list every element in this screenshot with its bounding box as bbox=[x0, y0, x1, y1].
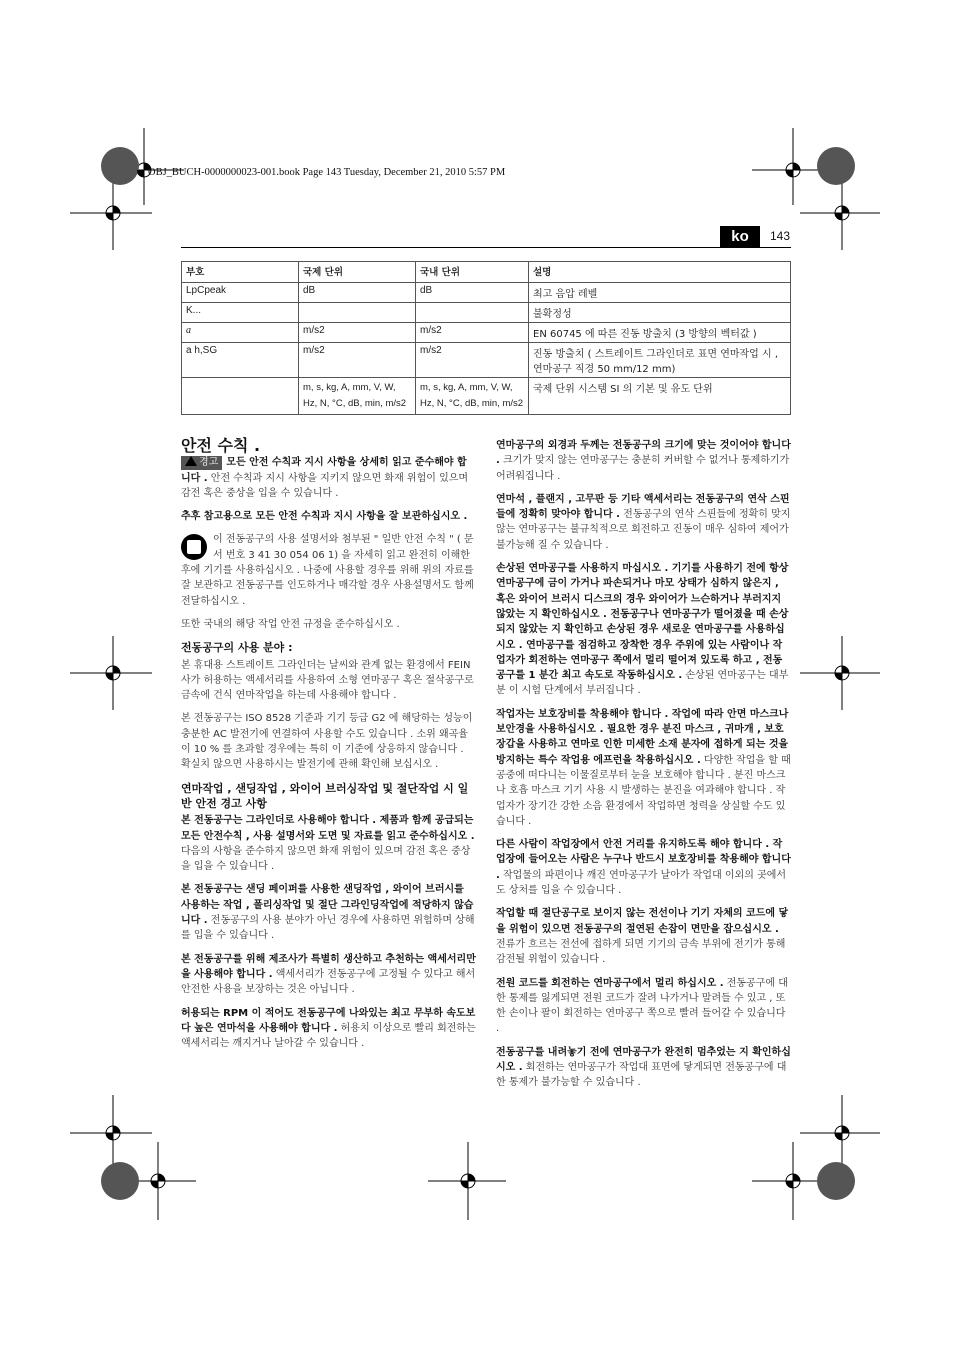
table-cell: 불확정성 bbox=[529, 303, 791, 323]
paragraph bbox=[181, 1006, 476, 1052]
paragraph-bold: 작업할 때 절단공구로 보이지 않는 전선이나 기기 자체의 코드에 닿을 위험이 있으면 전동공구의 절연된 손잡이 면만을 잡으십시오 . bbox=[496, 908, 789, 935]
warning-paragraph bbox=[181, 455, 476, 501]
paragraph-text: 전동공구의 연삭 스핀들에 정확히 맞지 않는 연마공구는 불규칙적으로 회전하고 진동이 매우 심하여 제어가 불가능해 질 수 있습니다 . bbox=[496, 509, 791, 551]
table-row bbox=[182, 303, 791, 323]
table-cell: EN 60745 에 따른 진동 방출치 (3 방향의 벡터값 ) bbox=[529, 323, 791, 343]
table-cell: m/s2 bbox=[416, 343, 529, 378]
paragraph-bold: 전원 코드를 회전하는 연마공구에서 멀리 하십시오 . bbox=[496, 977, 724, 989]
warning-label: 경고 bbox=[199, 457, 219, 469]
paragraph-text: 다음의 사항을 준수하지 않으면 화재 위험이 있으며 감전 혹은 중상을 입을 수 있습니다 . bbox=[181, 845, 471, 873]
units-table bbox=[181, 261, 791, 415]
table-header-cell: 부호 bbox=[182, 262, 299, 283]
table-cell: m/s2 bbox=[299, 343, 416, 378]
warning-badge bbox=[181, 456, 222, 470]
paragraph: 또한 국내의 해당 작업 안전 규정을 준수하십시오 . bbox=[181, 618, 400, 630]
paragraph-bold: 작업자는 보호장비를 착용해야 합니다 . 작업에 따라 안면 마스크나 보안경을 사용하십시오 . 필요한 경우 분진 마스크 , 귀마개 , 보호장갑을 사용하고 연마로 인한 미세한 소재 분자에 접하게 되는 것을 방지하는 특수 작업용 에프런을 착용하십시오 . bbox=[496, 708, 789, 766]
table-cell bbox=[182, 378, 299, 415]
paragraph-bold: 본 전동공구는 그라인더로 사용해야 합니다 . 제품과 함께 공급되는 모든 안전수칙 , 사용 설명서와 도면 및 자료를 읽고 준수하십시오 . bbox=[181, 815, 475, 842]
paragraph-bold: 손상된 연마공구를 사용하지 마십시오 . 기기를 사용하기 전에 항상 연마공구에 금이 가거나 파손되거나 마모 상태가 심하지 않은지 , 혹은 와이어 브러시 디스크의 경우 와이어가 느슨하거나 부러지지 않았는 지 확인하십시오 . 전동공구나 연마공구가 떨어졌을 때 손상되지 않았는 지 확인하고 손상된 경우 새로운 연마공구를 사용하십시오 . 연마공구를 점검하고 장착한 경우 주위에 있는 사람이나 작업자가 회전하는 연마공구 쪽에서 멀리 떨어져 있도록 하고 , 전동공구를 1 분간 최고 속도로 작동하십시오 . bbox=[496, 563, 789, 682]
paragraph-bold: 본 전동공구는 샌딩 페이퍼를 사용한 샌딩작업 , 와이어 브러시를 사용하는 작업 , 폴리싱작업 및 절단 그라인딩작업에 적당하지 않습니다 . bbox=[181, 884, 474, 927]
read-manual-icon bbox=[181, 534, 207, 560]
table-row bbox=[182, 343, 791, 378]
table-cell: 진동 방출치 ( 스트레이트 그라인더로 표면 연마작업 시 , 연마공구 직경 50 mm/12 mm) bbox=[529, 343, 791, 378]
paragraph-bold: 허용되는 RPM 이 적어도 전동공구에 나와있는 최고 무부하 속도보다 높은 연마석을 사용해야 합니다 . bbox=[181, 1007, 476, 1034]
paragraph-text: 크기가 맞지 않는 연마공구는 충분히 커버할 수 없거나 통제하기가 어려워집니다 . bbox=[496, 455, 790, 482]
paragraph-bold: 모든 안전 수칙과 지시 사항을 상세히 읽고 준수해야 합니다 . bbox=[181, 457, 467, 484]
header-rule bbox=[181, 247, 791, 248]
paragraph-text: 전동공구의 사용 분야가 아닌 경우에 사용하면 위험하며 상해를 입을 수 있습니다 . bbox=[181, 915, 475, 942]
paragraph-text: 손상된 연마공구는 대부분 이 시험 단계에서 부러집니다 . bbox=[496, 670, 789, 697]
language-badge: ko bbox=[720, 226, 760, 248]
warning-triangle-icon bbox=[185, 456, 197, 466]
paragraph-text: 액세서리가 전동공구에 고정될 수 있다고 해서 안전한 사용을 보장하는 것은 아닙니다 . bbox=[181, 968, 476, 996]
table-cell: dB bbox=[299, 283, 416, 303]
paragraph bbox=[496, 837, 791, 898]
subheading: 연마작업 , 샌딩작업 , 와이어 브러싱작업 및 절단작업 시 일반 안전 경고 사항 bbox=[181, 781, 469, 810]
paragraph bbox=[496, 561, 791, 699]
table-row bbox=[182, 378, 791, 415]
paragraph bbox=[181, 952, 476, 998]
table-header-cell: 국내 단위 bbox=[416, 262, 529, 283]
table-cell: m, s, kg, A, mm, V, W, Hz, N, °C, dB, min, m/s2 bbox=[299, 378, 416, 415]
paragraph bbox=[496, 976, 791, 1037]
paragraph-text: 다양한 작업을 할 때 공중에 떠다니는 이물질로부터 눈을 보호해야 합니다 . 분진 마스크나 호흡 마스크 기기 사용 시 발생하는 분진을 여과해야 합니다 . 작업자가 장기간 강한 소음 환경에서 작업하면 청력을 상실할 수도 있습니다 . bbox=[496, 754, 791, 827]
paragraph-bold: 추후 참고용으로 모든 안전 수칙과 지시 사항을 잘 보관하십시오 . bbox=[181, 511, 468, 523]
paragraph bbox=[496, 1045, 791, 1091]
subheading: 전동공구의 사용 분야 : bbox=[181, 641, 293, 655]
paragraph bbox=[181, 509, 476, 524]
table-cell: K... bbox=[182, 303, 299, 323]
table-cell: m/s2 bbox=[299, 323, 416, 343]
paragraph bbox=[496, 438, 791, 484]
table-cell: a bbox=[182, 323, 299, 343]
table-row bbox=[182, 283, 791, 303]
paragraph bbox=[496, 707, 791, 829]
table-cell bbox=[299, 303, 416, 323]
paragraph-bold: 전동공구를 내려놓기 전에 연마공구가 완전히 멈추었는 지 확인하십시오 . bbox=[496, 1046, 791, 1073]
paragraph bbox=[496, 492, 791, 553]
paragraph bbox=[496, 906, 791, 967]
table-row bbox=[182, 323, 791, 343]
table-cell: dB bbox=[416, 283, 529, 303]
paragraph-bold: 본 전동공구를 위해 제조사가 특별히 생산하고 추천하는 액세서리만을 사용해야 합니다 . bbox=[181, 953, 476, 980]
table-cell: m/s2 bbox=[416, 323, 529, 343]
table-header-row bbox=[182, 262, 791, 283]
table-cell: LpCpeak bbox=[182, 283, 299, 303]
table-cell: m, s, kg, A, mm, V, W, Hz, N, °C, dB, min, m/s2 bbox=[416, 378, 529, 415]
paragraph bbox=[181, 882, 476, 943]
page-number: 143 bbox=[770, 229, 791, 243]
paragraph-text: 전류가 흐르는 전선에 접하게 되면 기기의 금속 부위에 전기가 통해 감전될 위험이 있습니다 . bbox=[496, 938, 786, 966]
paragraph-bold: 연마공구의 외경과 두께는 전동공구의 크기에 맞는 것이어야 합니다 . bbox=[496, 440, 791, 467]
paragraph-bold: 다른 사람이 작업장에서 안전 거리를 유지하도록 해야 합니다 . 작업장에 들어오는 사람은 누구나 반드시 보호장비를 착용해야 합니다 . bbox=[496, 839, 791, 881]
paragraph: 본 전동공구는 ISO 8528 기준과 기기 등급 G2 에 해당하는 성능이 충분한 AC 발전기에 연결하여 사용할 수도 있습니다 . 소위 왜곡율이 10 % 를 초과할 경우에는 특히 이 기준에 상응하지 않습니다 . 확실치 않으면 사용하시는 발전기에 관해 확인해 보십시오 . bbox=[181, 713, 473, 771]
left-column bbox=[181, 438, 476, 1059]
paragraph-bold: 연마석 , 플랜지 , 고무판 등 기타 액세서리는 전동공구의 연삭 스핀들에 정확히 맞아야 합니다 . bbox=[496, 493, 790, 521]
paragraph bbox=[181, 813, 476, 874]
right-column bbox=[496, 438, 791, 1099]
paragraph-text: 안전 수칙과 지시 사항을 지키지 않으면 화재 위험이 있으며 감전 혹은 중상을 입을 수 있습니다 . bbox=[181, 472, 469, 499]
paragraph-text: 이 전동공구의 사용 설명서와 첨부된 " 일반 안전 수칙 " ( 문서 번호 3 41 30 054 06 1) 을 자세히 읽고 완전히 이해한 후에 기기를 사용하십시오 . 나중에 사용할 경우를 위해 위의 자료를 잘 보관하고 전동공구를 인도하거나 매각할 경우 사용설명서도 함께 전달하십시오 . bbox=[181, 534, 474, 607]
section-title: 안전 수칙 . bbox=[181, 436, 261, 455]
table-header-cell: 국제 단위 bbox=[299, 262, 416, 283]
paragraph-text: 전동공구에 대한 통제를 잃게되면 전원 코드가 잘려 나가거나 말려들 수 있고 , 또한 손이나 팔이 회전하는 연마공구 쪽으로 빨려 들어갈 수 있습니다 . bbox=[496, 977, 788, 1035]
file-info-line: OBJ_BUCH-0000000023-001.book Page 143 Tuesday, December 21, 2010 5:57 PM bbox=[148, 167, 506, 178]
paragraph-text: 허용치 이상으로 빨리 회전하는 액세서리는 깨지거나 날아갈 수 있습니다 . bbox=[181, 1022, 476, 1050]
table-cell: a h,SG bbox=[182, 343, 299, 378]
table-cell bbox=[416, 303, 529, 323]
paragraph bbox=[181, 532, 476, 608]
paragraph: 본 휴대용 스트레이트 그라인더는 날씨와 관계 없는 환경에서 FEIN 사가 허용하는 액세서리를 사용하여 소형 연마공구 혹은 절삭공구로 금속에 건식 연마작업을 하는데 사용해야 합니다 . bbox=[181, 659, 474, 702]
table-cell: 국제 단위 시스템 SI 의 기본 및 유도 단위 bbox=[529, 378, 791, 415]
paragraph-text: 작업물의 파편이나 깨진 연마공구가 날아가 작업대 이외의 곳에서도 상처를 입을 수 있습니다 . bbox=[496, 869, 787, 897]
paragraph-text: 회전하는 연마공구가 작업대 표면에 닿게되면 전동공구에 대한 통제가 불가능할 수 있습니다 . bbox=[496, 1061, 787, 1089]
table-cell: 최고 음압 레벨 bbox=[529, 283, 791, 303]
table-header-cell: 설명 bbox=[529, 262, 791, 283]
